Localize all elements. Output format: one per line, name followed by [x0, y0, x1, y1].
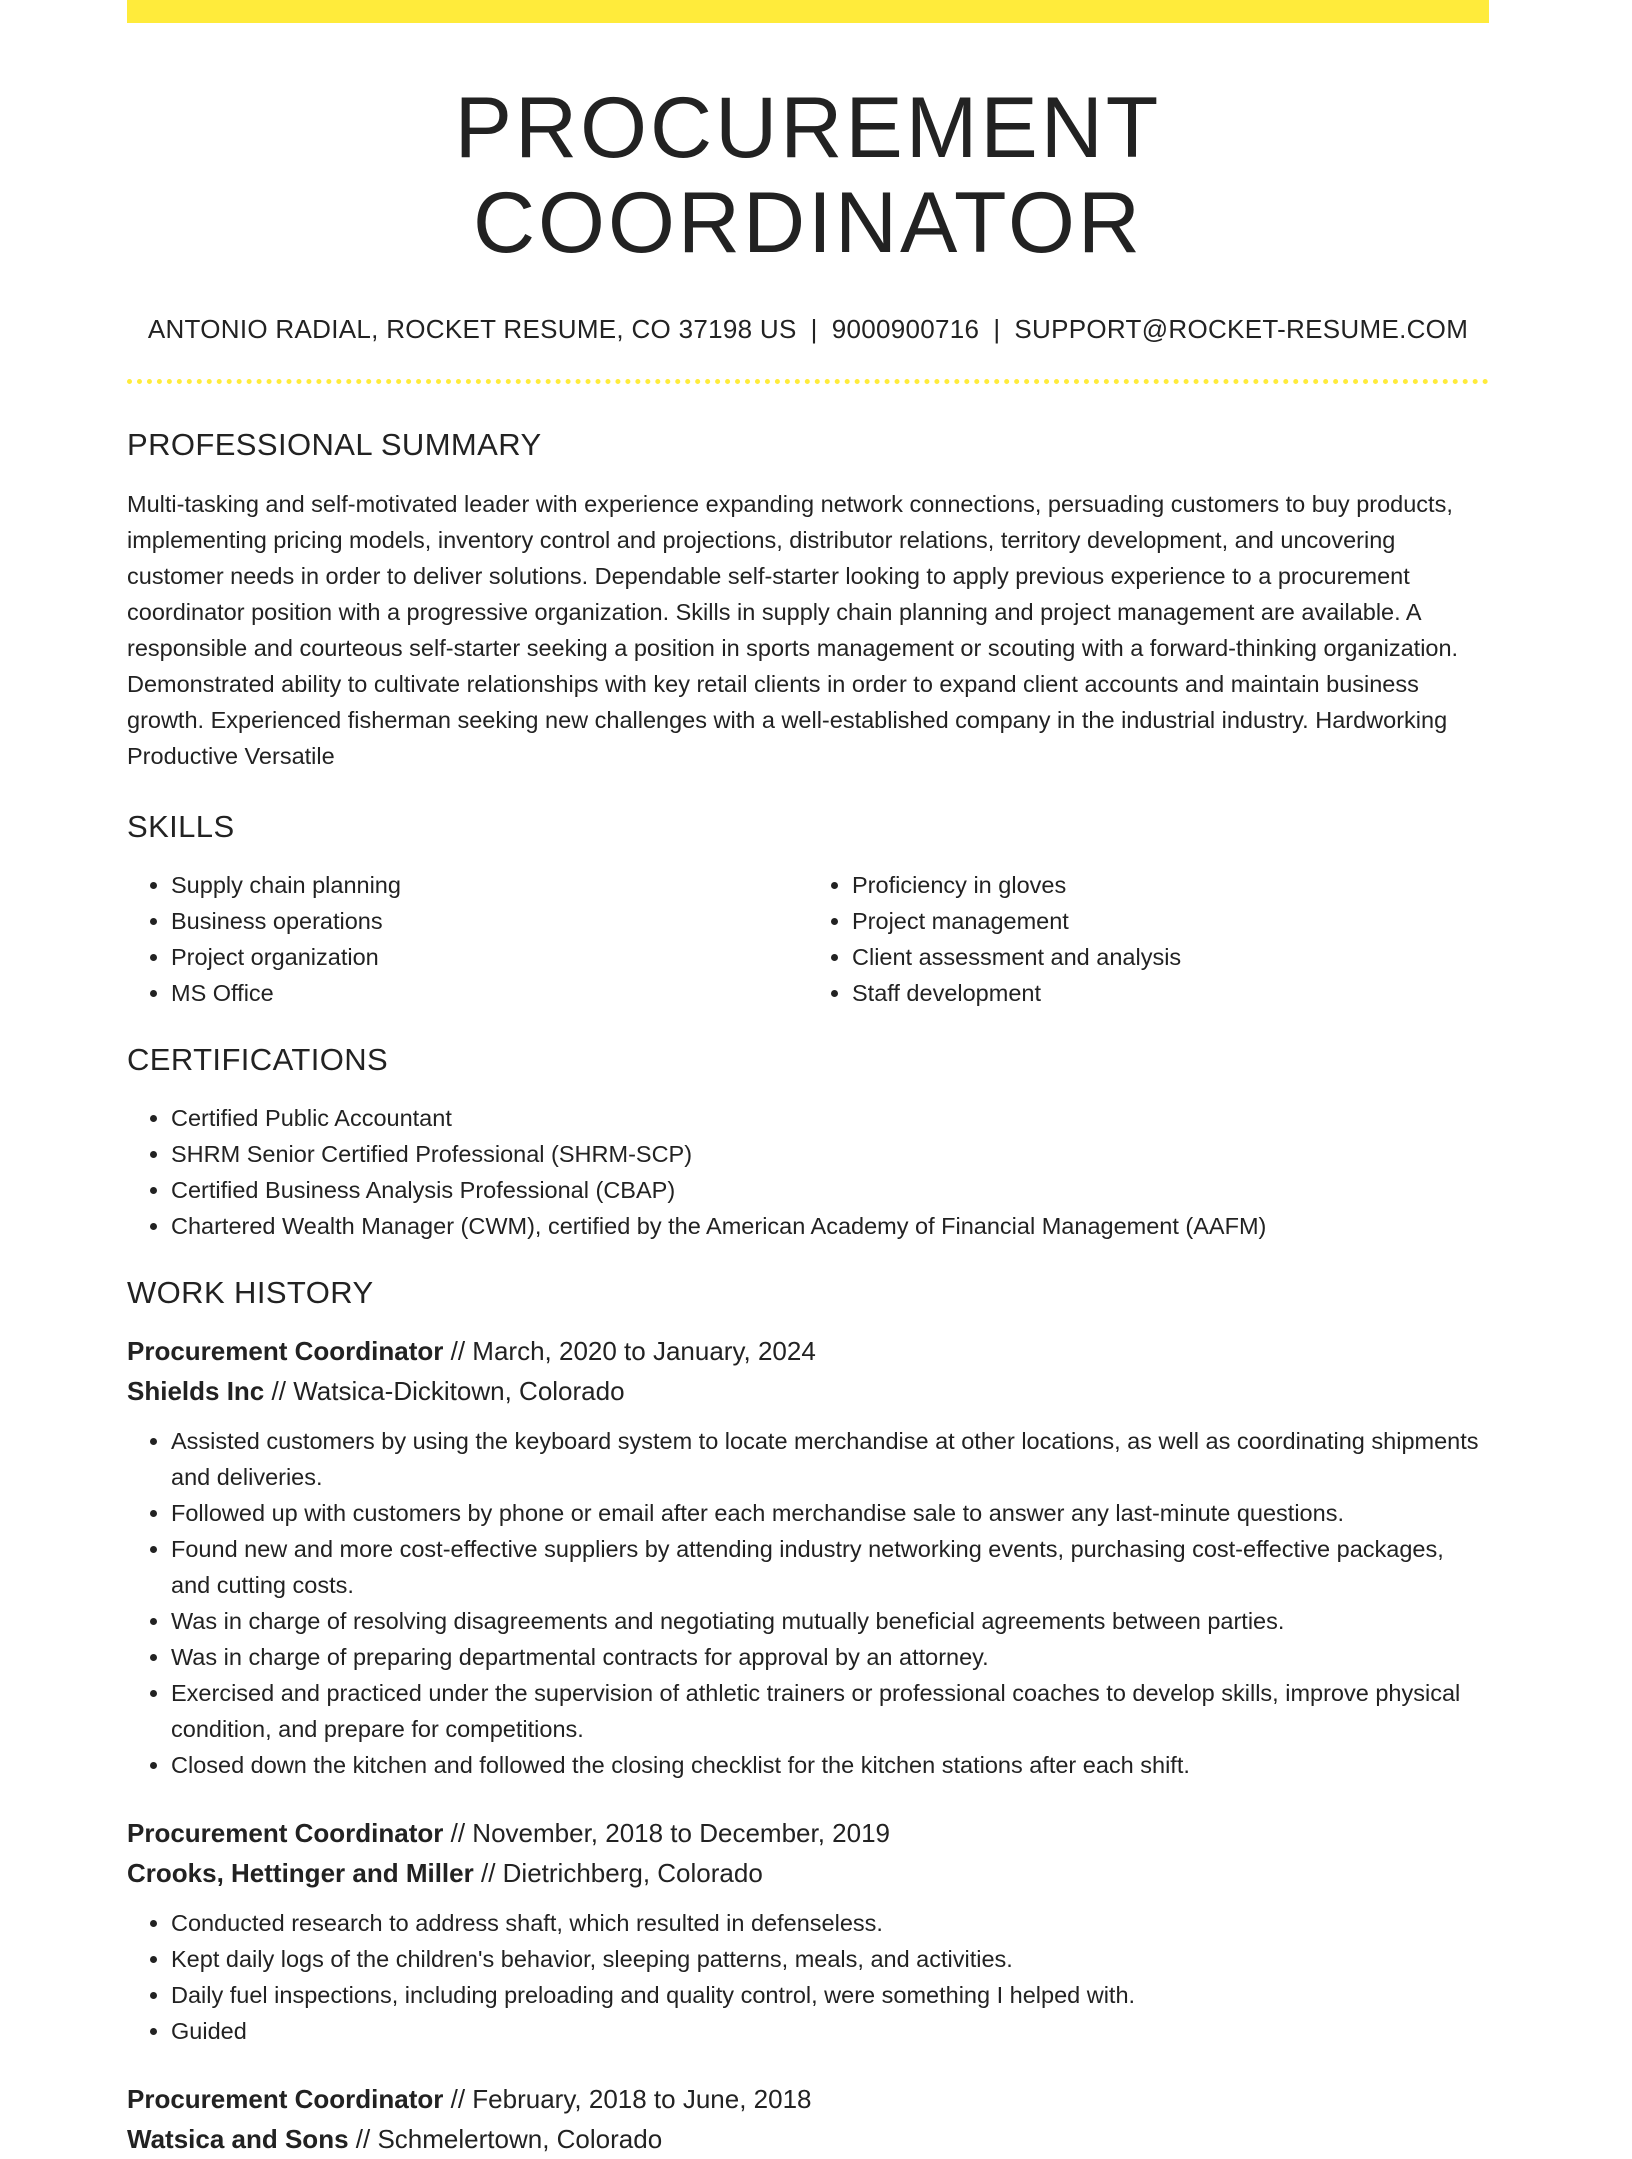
- skills-column-right: [808, 867, 1489, 1011]
- job-company-line: [127, 1853, 1489, 1893]
- job-dates: March, 2020 to January, 2024: [472, 1336, 816, 1367]
- skill-item: • Client assessment and analysis: [852, 939, 1489, 975]
- certification-item: • Chartered Wealth Manager (CWM), certified by the American Academy of Financial Management (AAFM): [171, 1208, 1489, 1244]
- summary-heading: PROFESSIONAL SUMMARY: [127, 427, 542, 463]
- top-accent-bar: [127, 0, 1489, 23]
- job-location: Dietrichberg, Colorado: [502, 1858, 763, 1889]
- certifications-heading: CERTIFICATIONS: [127, 1041, 389, 1077]
- job-dates: November, 2018 to December, 2019: [472, 1818, 890, 1849]
- job-bullet: • Kept daily logs of the children's behavior, sleeping patterns, meals, and activities.: [171, 1941, 1489, 1977]
- resume-title: PROCUREMENT COORDINATOR: [454, 80, 1162, 271]
- job-title-line: [127, 1331, 1489, 1371]
- job-entry: [127, 2079, 1489, 2159]
- skill-item: • Business operations: [171, 903, 808, 939]
- job-bullet: • Was in charge of resolving disagreements and negotiating mutually beneficial agreements between parties.: [171, 1603, 1489, 1639]
- summary-text: Multi-tasking and self-motivated leader with experience expanding network connections, persuading customers to buy products, implementing pricing models, inventory control and projections, distributor relations, territory development, and uncovering customer needs in order to deliver solutions. Dependable self-starter looking to apply previous experience to a procurement coordinator position with a progressive organization. Skills in supply chain planning and project management are available. A responsible and courteous self-starter seeking a position in sports management or scouting with a forward-thinking organization. Demonstrated ability to cultivate relationships with key retail clients in order to expand client accounts and maintain business growth. Experienced fisherman seeking new challenges with a well-established company in the industrial industry. Hardworking Productive Versatile: [127, 490, 1459, 769]
- contact-address: ANTONIO RADIAL, ROCKET RESUME, CO 37198 US: [147, 314, 797, 345]
- job-location: Watsica-Dickitown, Colorado: [293, 1376, 625, 1407]
- contact-separator: |: [810, 314, 818, 345]
- contact-separator: |: [993, 314, 1001, 345]
- skill-item: • Supply chain planning: [171, 867, 808, 903]
- job-bullet: • Conducted research to address shaft, which resulted in defenseless.: [171, 1905, 1489, 1941]
- contact-email[interactable]: SUPPORT@ROCKET-RESUME.COM: [1014, 314, 1469, 345]
- work-history-heading: WORK HISTORY: [127, 1274, 374, 1310]
- job-company: Watsica and Sons: [127, 2124, 349, 2155]
- job-bullet: • Exercised and practiced under the supervision of athletic trainers or professional coaches to develop skills, improve physical condition, and prepare for competitions.: [171, 1675, 1489, 1747]
- job-company-line: [127, 2119, 1489, 2159]
- job-company: Crooks, Hettinger and Miller: [127, 1858, 474, 1889]
- certification-item: • Certified Business Analysis Professional (CBAP): [171, 1172, 1489, 1208]
- certification-item: • Certified Public Accountant: [171, 1100, 1489, 1136]
- job-location: Schmelertown, Colorado: [377, 2124, 663, 2155]
- job-separator: //: [271, 1376, 286, 1407]
- job-bullet: • Assisted customers by using the keyboard system to locate merchandise at other locations, as well as coordinating shipments and deliveries.: [171, 1423, 1489, 1495]
- job-bullet: • Closed down the kitchen and followed the closing checklist for the kitchen stations after each shift.: [171, 1747, 1489, 1783]
- job-entry: [127, 1331, 1489, 1783]
- job-bullets: [127, 1905, 1489, 2049]
- job-bullet: • Found new and more cost-effective suppliers by attending industry networking events, purchasing cost-effective packages, and cutting costs.: [171, 1531, 1489, 1603]
- job-title: Procurement Coordinator: [127, 1818, 444, 1849]
- skill-item: • Project management: [852, 903, 1489, 939]
- job-separator: //: [450, 1336, 466, 1367]
- skill-item: • Project organization: [171, 939, 808, 975]
- resume-page: [127, 0, 1489, 2159]
- job-company-line: [127, 1371, 1489, 1411]
- job-entry: [127, 1813, 1489, 2049]
- job-title: Procurement Coordinator: [127, 2084, 444, 2115]
- job-bullet: • Guided: [171, 2013, 1489, 2049]
- job-bullets: [127, 1423, 1489, 1783]
- job-company: Shields Inc: [127, 1376, 265, 1407]
- header-divider: [127, 379, 1489, 384]
- skills-heading: SKILLS: [127, 808, 235, 844]
- job-separator: //: [450, 2084, 466, 2115]
- job-title-line: [127, 1813, 1489, 1853]
- job-bullet: • Followed up with customers by phone or email after each merchandise sale to answer any last-minute questions.: [171, 1495, 1489, 1531]
- skills-column-left: [127, 867, 808, 1011]
- skills-list: [127, 867, 1489, 1011]
- job-separator: //: [450, 1818, 466, 1849]
- job-title: Procurement Coordinator: [127, 1336, 444, 1367]
- job-separator: //: [355, 2124, 371, 2155]
- job-dates: February, 2018 to June, 2018: [472, 2084, 812, 2115]
- certification-item: • SHRM Senior Certified Professional (SHRM-SCP): [171, 1136, 1489, 1172]
- job-bullet: • Was in charge of preparing departmental contracts for approval by an attorney.: [171, 1639, 1489, 1675]
- skill-item: • Staff development: [852, 975, 1489, 1011]
- skill-item: • MS Office: [171, 975, 808, 1011]
- job-separator: //: [480, 1858, 496, 1889]
- job-bullet: • Daily fuel inspections, including preloading and quality control, were something I helped with.: [171, 1977, 1489, 2013]
- contact-phone: 9000900716: [831, 314, 980, 345]
- contact-line: [127, 314, 1489, 345]
- skill-item: • Proficiency in gloves: [852, 867, 1489, 903]
- job-title-line: [127, 2079, 1489, 2119]
- certifications-list: [127, 1100, 1489, 1244]
